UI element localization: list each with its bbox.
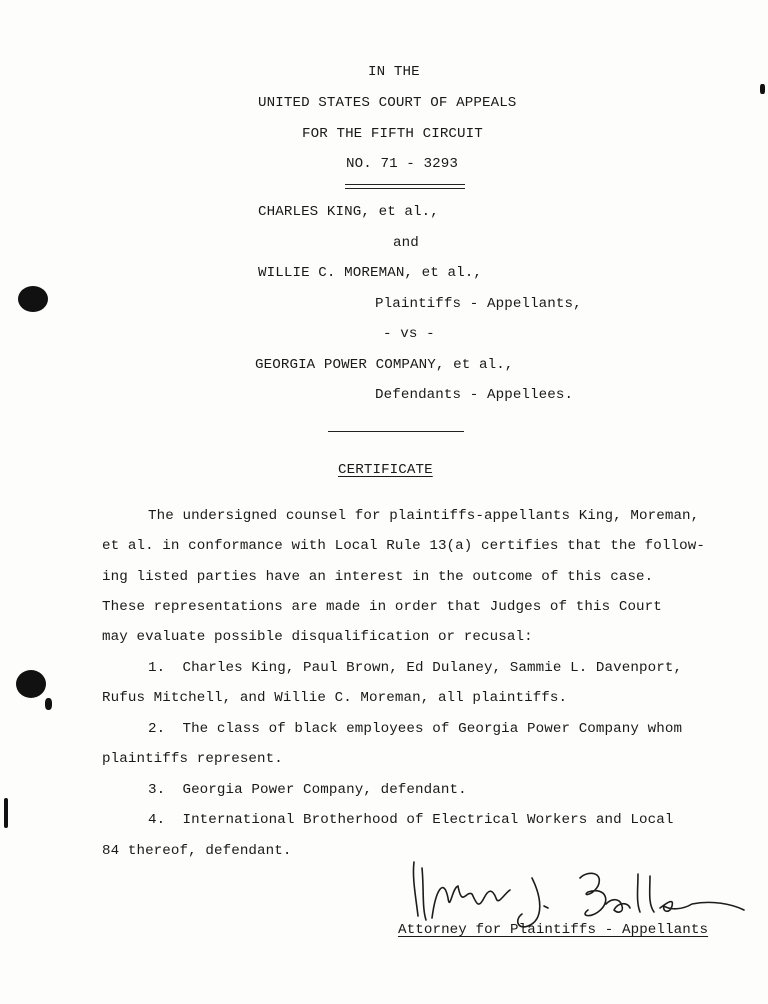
intro-line-2: et al. in conformance with Local Rule 13(a) certifies that the follow- [102,538,705,554]
intro-line-1: The undersigned counsel for plaintiffs-appellants King, Moreman, [148,508,700,524]
scan-mark-left [45,698,52,710]
intro-line-5: may evaluate possible disqualification or recusal: [102,629,533,645]
scan-mark-edge [4,798,8,828]
defendant-role: Defendants - Appellees. [375,387,574,403]
intro-line-4: These representations are made in order that Judges of this Court [102,599,662,615]
item-4-line-1: 4. International Brotherhood of Electrical Workers and Local [148,812,674,828]
signature-title: Attorney for Plaintiffs - Appellants [398,922,709,938]
plaintiff-2: WILLIE C. MOREMAN, et al., [258,265,482,281]
caption-court: UNITED STATES COURT OF APPEALS [258,95,517,111]
item-2-line-1: 2. The class of black employees of Georgia Power Company whom [148,721,683,737]
plaintiff-role: Plaintiffs - Appellants, [375,296,582,312]
section-divider [328,431,464,432]
caption-in-the: IN THE [368,64,420,80]
item-3-line-1: 3. Georgia Power Company, defendant. [148,782,467,798]
punch-hole-bottom [16,670,46,698]
caption-double-rule-bottom [345,188,465,189]
certificate-heading: CERTIFICATE [338,462,433,478]
punch-hole-top [18,286,48,312]
item-1-line-1: 1. Charles King, Paul Brown, Ed Dulaney, Sammie L. Davenport, [148,660,683,676]
intro-line-3: ing listed parties have an interest in the outcome of this case. [102,569,654,585]
versus: - vs - [383,326,435,342]
caption-circuit: FOR THE FIFTH CIRCUIT [302,126,483,142]
defendant: GEORGIA POWER COMPANY, et al., [255,357,514,373]
plaintiff-1: CHARLES KING, et al., [258,204,439,220]
and-word: and [393,235,419,251]
item-4-line-2: 84 thereof, defendant. [102,843,292,859]
item-2-line-2: plaintiffs represent. [102,751,283,767]
caption-case-number: NO. 71 - 3293 [346,156,458,172]
scan-mark-right [760,84,765,94]
caption-double-rule-top [345,184,465,185]
item-1-line-2: Rufus Mitchell, and Willie C. Moreman, all plaintiffs. [102,690,568,706]
